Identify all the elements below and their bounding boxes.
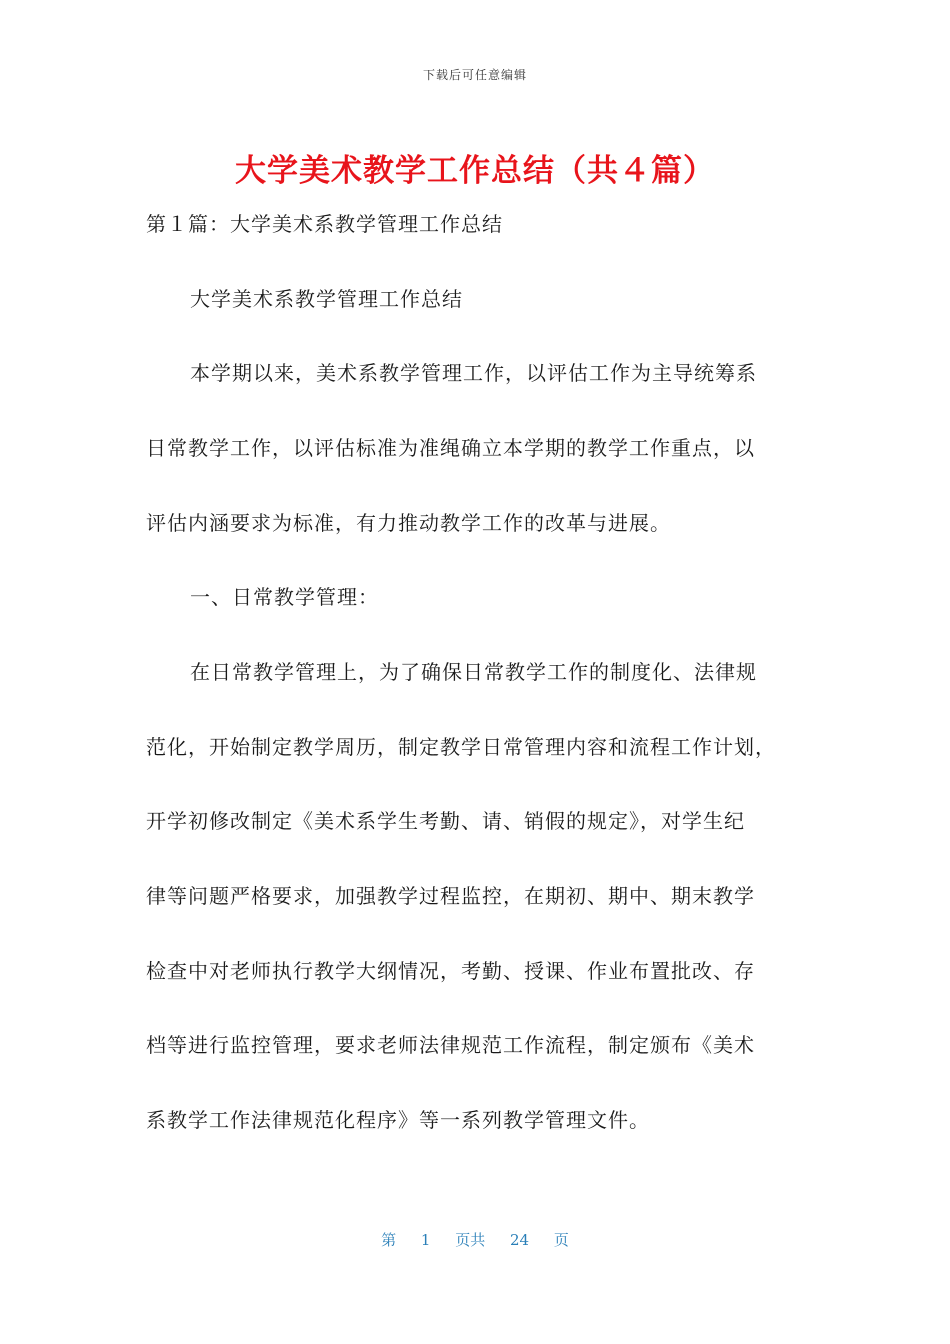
total-label: 页共 <box>455 1231 486 1249</box>
paragraph-line: 检查中对老师执行教学大纲情况，考勤、授课、作业布置批改、存 <box>146 959 755 983</box>
subtitle-line: 大学美术系教学管理工作总结 <box>190 287 463 311</box>
section-heading: 第１篇：大学美术系教学管理工作总结 <box>146 212 503 236</box>
paragraph-line: 日常教学工作，以评估标准为准绳确立本学期的教学工作重点，以 <box>146 436 755 460</box>
page-label: 第 <box>381 1231 397 1249</box>
page-suffix: 页 <box>553 1231 569 1249</box>
document-title: 大学美术教学工作总结（共４篇） <box>235 153 715 189</box>
page-footer <box>0 1229 950 1250</box>
page-number: 1 <box>420 1231 431 1249</box>
paragraph-line: 开学初修改制定《美术系学生考勤、请、销假的规定》，对学生纪 <box>146 809 745 833</box>
subsection-heading: 一、日常教学管理： <box>190 585 379 609</box>
paragraph-line: 本学期以来，美术系教学管理工作，以评估工作为主导统筹系 <box>190 361 757 385</box>
paragraph-line: 系教学工作法律规范化程序》等一系列教学管理文件。 <box>146 1108 650 1132</box>
paragraph-line: 评估内涵要求为标准，有力推动教学工作的改革与进展。 <box>146 511 671 535</box>
header-note: 下载后可任意编辑 <box>422 68 527 82</box>
paragraph-line: 档等进行监控管理，要求老师法律规范工作流程，制定颁布《美术 <box>146 1033 755 1057</box>
paragraph-line: 律等问题严格要求，加强教学过程监控，在期初、期中、期末教学 <box>146 884 755 908</box>
paragraph-line: 范化，开始制定教学周历，制定教学日常管理内容和流程工作计划， <box>146 735 776 759</box>
total-pages: 24 <box>510 1231 530 1249</box>
paragraph-line: 在日常教学管理上，为了确保日常教学工作的制度化、法律规 <box>190 660 757 684</box>
